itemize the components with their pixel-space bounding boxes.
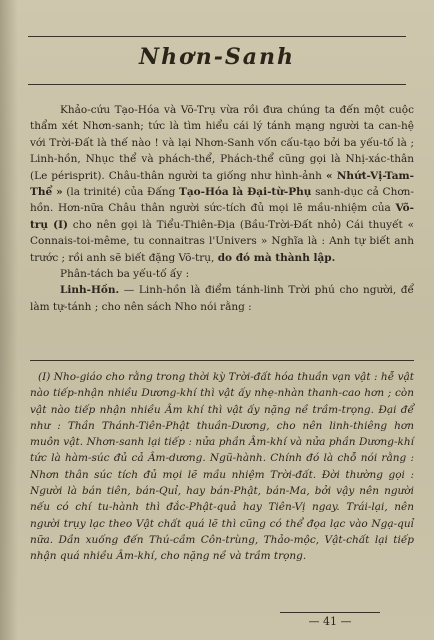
- paragraph-2: Phân-tách ba yếu-tố ấy :: [60, 268, 190, 281]
- footnote: [30, 360, 414, 565]
- top-rule: [28, 36, 406, 37]
- paragraph-1-cont: (la trinité) của Đấng: [66, 186, 176, 199]
- term-sanh-duc: sanh-dục cả Chơn-hồn.: [30, 186, 414, 215]
- paragraph-1-text: Khảo-cứu Tạo-Hóa và Võ-Trụ vừa rồi đưa chúng ta đến một cuộc thẩm xét Nhơn-sanh; tức là tìm hiểu cái lý tánh mạng người ta can-hệ với Trời-Đất là thế nào ! và lại Nhơn-Sanh vốn cấu-tạo bởi ba yếu-tố là ; Linh-hồn, Nhục thể và phách-thể, Phách-thể cũng gọi là Nhị-xác-thân (Le périsprit). Châu-thân người ta giống như hình-ảnh: [30, 104, 414, 182]
- paragraph-3: [30, 282, 414, 315]
- page-title: Nhơn-Sanh: [138, 44, 296, 70]
- footnote-text: (I) Nho-giáo cho rằng trong thời kỳ Trời-đất hóa thuần vạn vật : hễ vật nào tiếp-nhận nhiều Dương-khí thì vật ấy nhẹ-nhàn thanh-cao hơn ; còn vật nào tiếp nhận nhiều Âm khí thì vật ấy nặng nề trầm-trọng. Đại để như : Thần Thánh-Tiên-Phật thuần-Dương, cho nên linh-thiêng hơn muôn vật. Nhơn-sanh lại tiếp : nửa phần Âm-khí và nửa phần Dương-khí tức là hàm-súc đủ cả Âm-dương. Ngũ-hành. Chính đó là chỗ nói rằng : Nhơn thân súc tích đủ mọi lẽ mầu nhiệm Trời-đất. Đời thường gọi : Người là bán tiên, bán-Quỉ, hay bán-Phật, bán-Ma, bởi vậy nên người nếu có chí tu-hành thì đắc-Phật-quả hay Tiên-Vị ngay. Trái-lại, nên người trụy lạc theo Vật chất quá lẽ thì cũng có thể đọa lạc vào Ngạ-quỉ nữa. Dần xuống đến Thú-cầm Côn-trùng, Thảo-mộc, Vật-chất lại tiếp nhận quá nhiều Âm-khí, cho nặng nề và trầm trọng.: [30, 371, 414, 563]
- term-do-do: do đó mà thành lập.: [217, 251, 336, 264]
- title-underline: [28, 84, 406, 85]
- main-text: [30, 102, 414, 315]
- page-number: — 41 —: [280, 612, 380, 628]
- paragraph-1-cont3: cho nên gọi là Tiểu-Thiên-Địa (Bầu-Trời-Đất nhỏ) Cái thuyết « Connais-toi-même, tu connaitras l'Univers » Nghĩa là : Anh tự biết anh trước ; rồi anh sẽ biết đặng Võ-trụ,: [30, 218, 414, 264]
- term-nhut-vi: « Nhứt-Vị-Tam-Thể »: [30, 169, 414, 199]
- term-vo-tru: Võ-trụ (I): [30, 202, 414, 231]
- term-linh-hon: Linh-Hồn.: [60, 284, 120, 297]
- paragraph-3-text: — Linh-hồn là điểm tánh-linh Trời phú cho người, để làm tự-tánh ; cho nên sách Nho nói rằng :: [30, 284, 414, 313]
- paragraph-1: [30, 102, 414, 266]
- term-dai-tu-phu: là Đại-từ-Phụ: [232, 186, 312, 199]
- term-tao-hoa: Tạo-Hóa: [179, 186, 229, 199]
- paragraph-1-cont2: Hơn-nữa Châu thân người sức-tích đủ mọi lẽ mầu-nhiệm của: [58, 202, 391, 215]
